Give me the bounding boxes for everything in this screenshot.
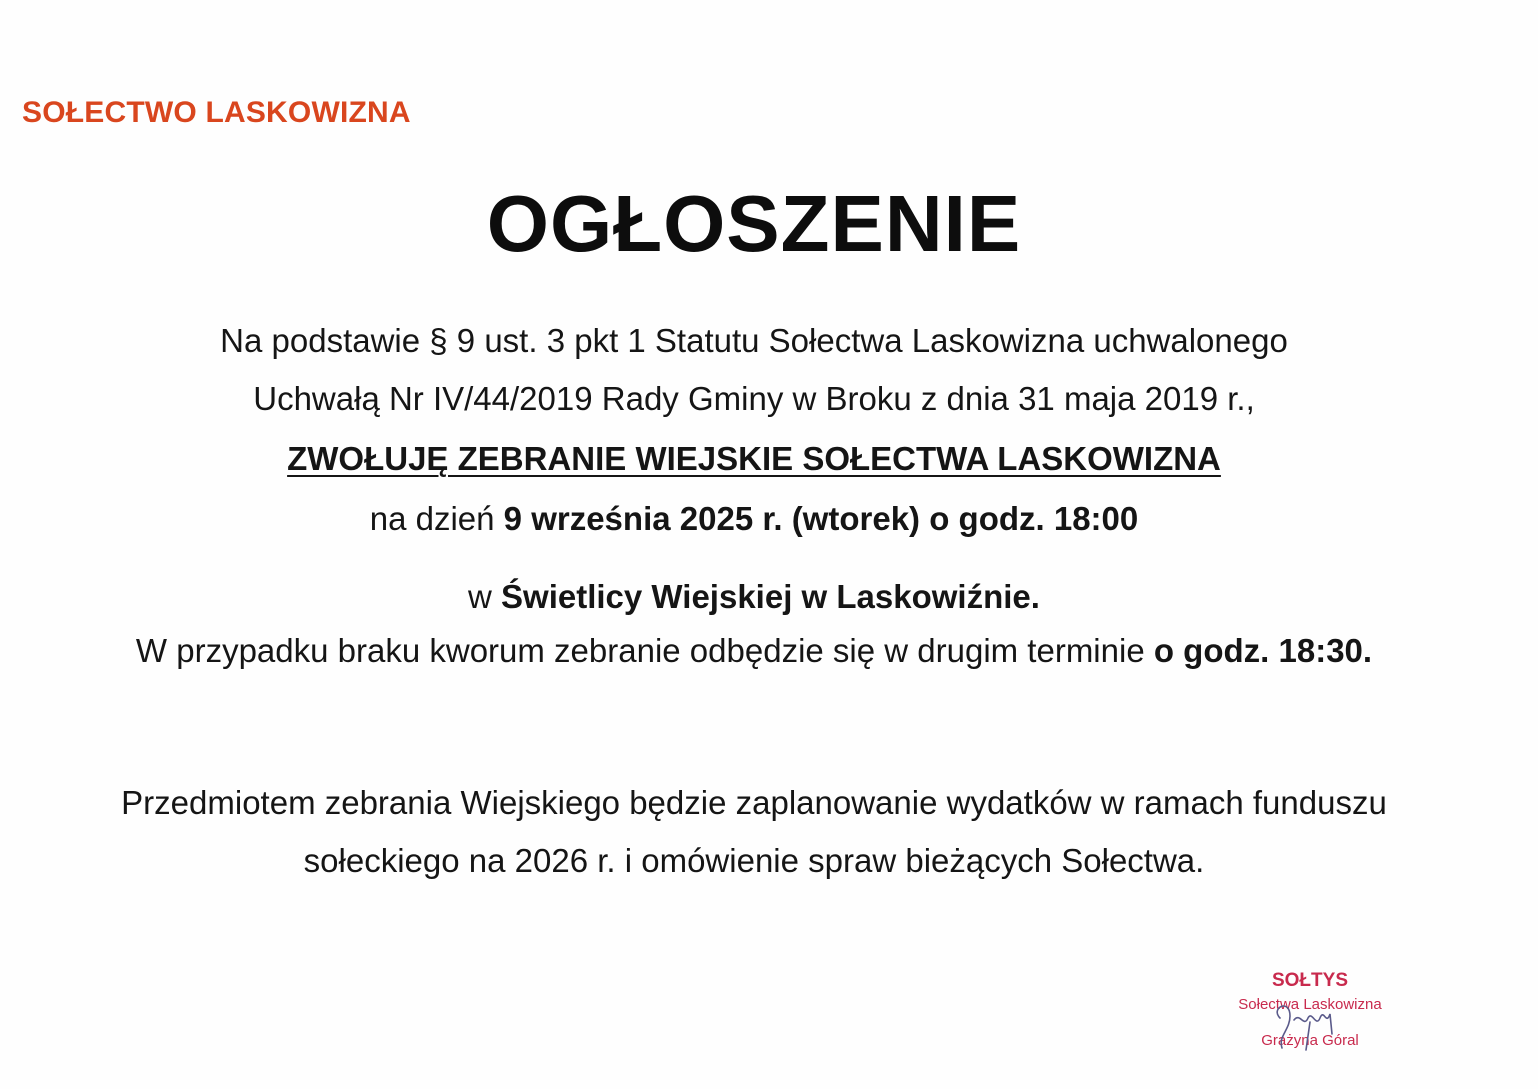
organization-header: SOŁECTWO LASKOWIZNA — [22, 96, 411, 129]
meeting-place: Świetlicy Wiejskiej w Laskowiźnie. — [501, 578, 1040, 615]
legal-basis-line-1: Na podstawie § 9 ust. 3 pkt 1 Statutu Sołectwa Laskowizna uchwalonego — [220, 322, 1288, 359]
stamp-entity: Sołectwa Laskowizna — [1238, 996, 1382, 1013]
convene-heading — [0, 440, 1508, 478]
meeting-place-line — [0, 578, 1508, 616]
stamp-role: SOŁTYS — [1271, 970, 1348, 991]
quorum-line — [0, 632, 1508, 670]
meeting-date-prefix: na dzień — [369, 500, 504, 537]
subject-line-2: sołeckiego na 2026 r. i omówienie spraw bieżących Sołectwa. — [303, 842, 1205, 879]
page-title: OGŁOSZENIE — [486, 179, 1022, 268]
subject-line-1: Przedmiotem zebrania Wiejskiego będzie zaplanowanie wydatków w ramach funduszu — [121, 784, 1387, 821]
convene-heading-text: ZWOŁUJĘ ZEBRANIE WIEJSKIE SOŁECTWA LASKOWIZNA — [287, 440, 1221, 477]
stamp-name: Grażyna Góral — [1261, 1032, 1359, 1049]
quorum-time: o godz. 18:30. — [1153, 632, 1373, 669]
quorum-text: W przypadku braku kworum zebranie odbędzie się w drugim terminie — [135, 632, 1154, 669]
signature-stamp — [1200, 968, 1420, 1068]
meeting-place-prefix: w — [468, 578, 502, 615]
meeting-date: 9 września 2025 r. (wtorek) o godz. 18:00 — [503, 500, 1139, 537]
legal-basis-line-2: Uchwałą Nr IV/44/2019 Rady Gminy w Broku z dnia 31 maja 2019 r., — [253, 380, 1255, 417]
meeting-date-line — [0, 500, 1508, 538]
